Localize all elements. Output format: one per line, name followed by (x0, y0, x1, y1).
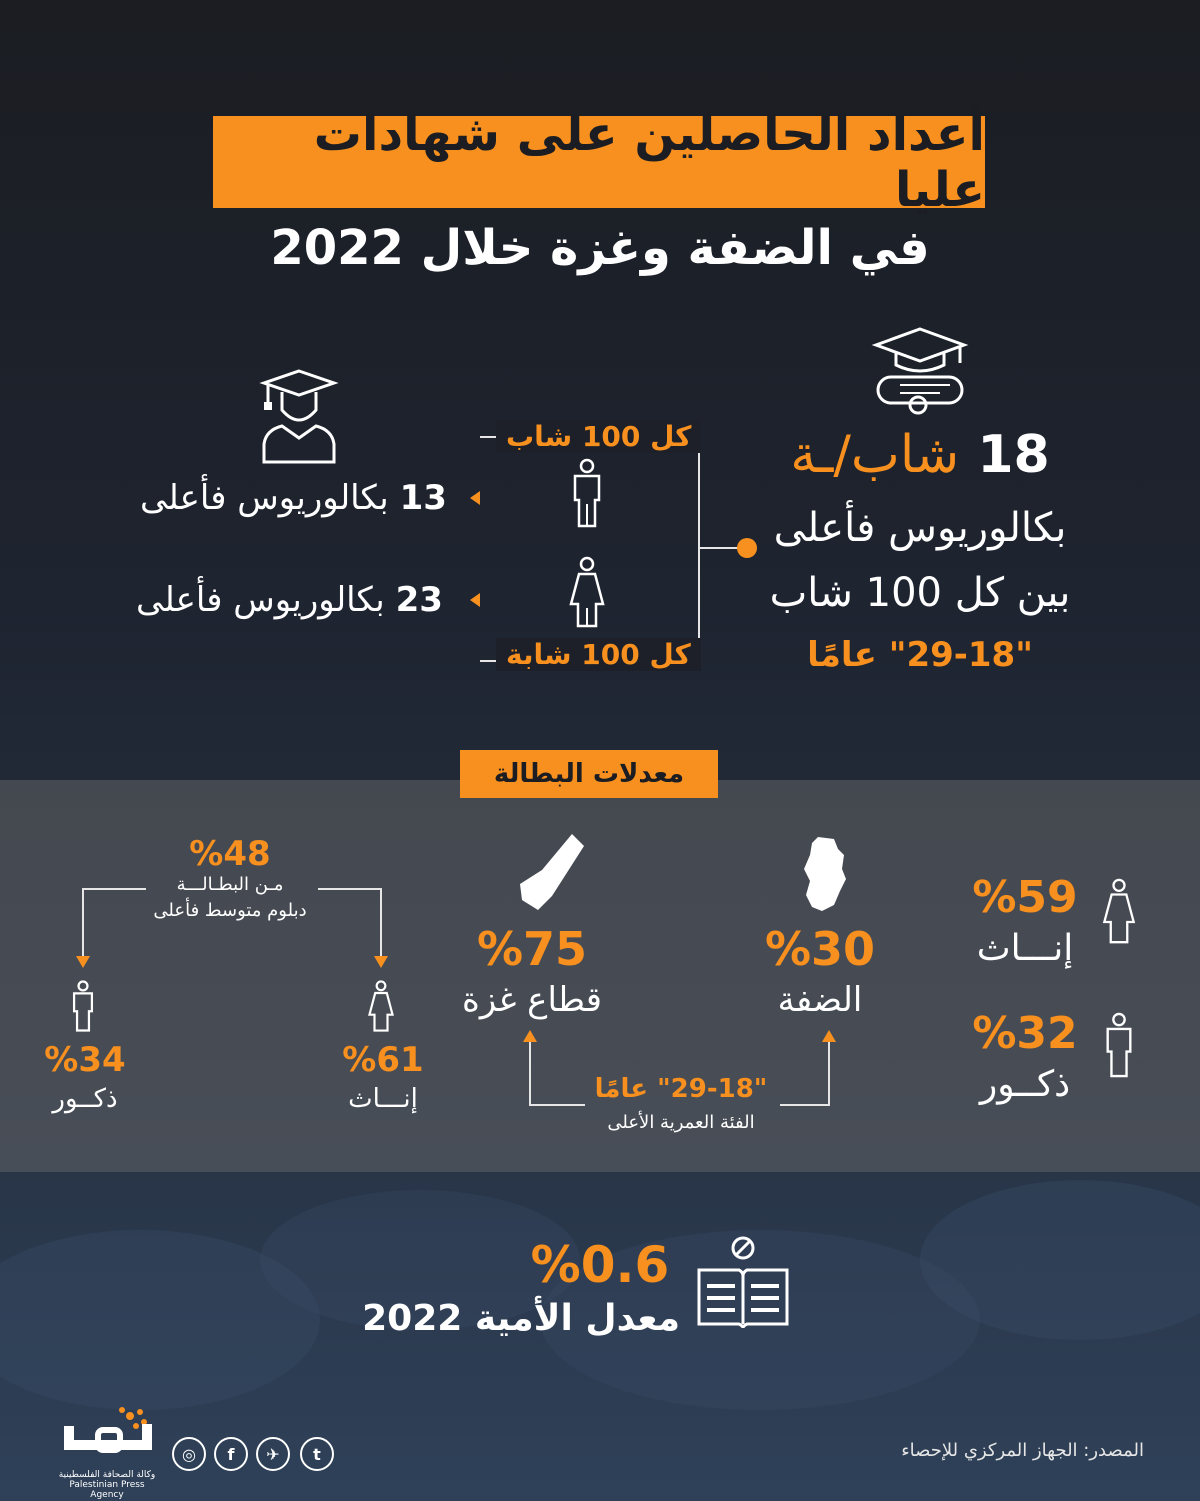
diploma-males-pct: %34 (44, 1040, 126, 1080)
instagram-icon[interactable]: ◎ (172, 1437, 206, 1471)
logo-arabic: وكالة الصحافة الفلسطينية (58, 1470, 156, 1480)
diploma-arrow-left (76, 956, 90, 968)
diploma-line2: دبلوم متوسط فأعلى (153, 900, 307, 921)
diploma-pct: %48 (189, 834, 271, 874)
safa-logo-icon (58, 1404, 158, 1470)
westbank-map-icon (800, 835, 850, 913)
male-stat (140, 478, 447, 518)
diploma-females-label: إنـــاث (348, 1084, 418, 1114)
source-text: المصدر: الجهاز المركزي للإحصاء (901, 1440, 1144, 1461)
males-unemployment-pct: %32 (972, 1008, 1078, 1059)
diploma-line-left-h (82, 888, 146, 890)
diploma-line-right (380, 888, 382, 958)
male-icon (70, 980, 96, 1032)
graduates-age: "29-18" عامًا (807, 635, 1033, 675)
graduates-desc1: بكالوريوس فأعلى (773, 505, 1067, 551)
graduates-headline-num: 18 (977, 425, 1050, 485)
females-unemployment-label: إنـــاث (976, 928, 1074, 969)
age-line-left (529, 1040, 531, 1106)
age-range: "29-18" عامًا (594, 1074, 768, 1104)
gaza-pct: %75 (476, 922, 588, 976)
male-stat-pointer (470, 491, 480, 505)
unemployment-label: معدلات البطالة (460, 750, 718, 798)
female-icon (568, 556, 606, 628)
westbank-label: الضفة (777, 980, 863, 1020)
male-stat-text: بكالوريوس فأعلى (140, 478, 389, 518)
female-stat-text: بكالوريوس فأعلى (136, 580, 385, 620)
male-icon (1102, 1012, 1136, 1078)
title-line2: في الضفة وغزة خلال 2022 (270, 220, 930, 276)
female-stat (136, 580, 443, 620)
male-icon (570, 458, 604, 528)
graduates-headline-unit: شاب/ـة (790, 425, 960, 485)
title-banner (213, 106, 985, 218)
gaza-map-icon (518, 832, 586, 912)
facebook-icon[interactable]: f (214, 1437, 248, 1471)
female-stat-num: 23 (395, 580, 443, 620)
logo-english: Palestinian Press Agency (69, 1480, 145, 1500)
age-arrow-left (523, 1030, 537, 1042)
diploma-females-pct: %61 (342, 1040, 424, 1080)
illiteracy-pct: %0.6 (530, 1236, 670, 1294)
females-unemployment-pct: %59 (972, 872, 1078, 923)
diploma-line-left (82, 888, 84, 958)
age-arrow-right (822, 1030, 836, 1042)
diploma-arrow-right (374, 956, 388, 968)
age-line-right (828, 1040, 830, 1106)
logo-caption (52, 1470, 162, 1500)
connector-dot (737, 538, 757, 558)
graduates-headline (730, 425, 1110, 485)
female-icon (366, 980, 396, 1032)
male-group-label: كل 100 شاب (496, 420, 701, 453)
gaza-label: قطاع غزة (462, 980, 602, 1020)
diploma-line1: مـن البطـالـــة (176, 874, 284, 895)
age-caption: الفئة العمرية الأعلى (607, 1112, 755, 1133)
graduates-desc2: بين كل 100 شاب (769, 570, 1071, 616)
illiteracy-label: معدل الأمية 2022 (362, 1298, 680, 1339)
graduation-diploma-icon (870, 325, 970, 420)
age-line-left-h (529, 1104, 585, 1106)
female-icon (1098, 878, 1140, 944)
tumblr-icon[interactable]: t (300, 1437, 334, 1471)
female-group-label: كل 100 شابة (496, 638, 701, 671)
westbank-pct: %30 (764, 922, 876, 976)
age-line-right-h (780, 1104, 830, 1106)
title-line1: أعداد الحاصلين على شهادات عليا (313, 106, 985, 218)
female-stat-pointer (470, 593, 480, 607)
male-stat-num: 13 (399, 478, 447, 518)
graduate-person-icon (258, 368, 340, 464)
book-no-icon (695, 1236, 791, 1330)
diploma-line-right-h (318, 888, 382, 890)
diploma-males-label: ذكــور (52, 1084, 118, 1114)
telegram-icon[interactable]: ✈ (256, 1437, 290, 1471)
males-unemployment-label: ذكــور (979, 1064, 1071, 1105)
